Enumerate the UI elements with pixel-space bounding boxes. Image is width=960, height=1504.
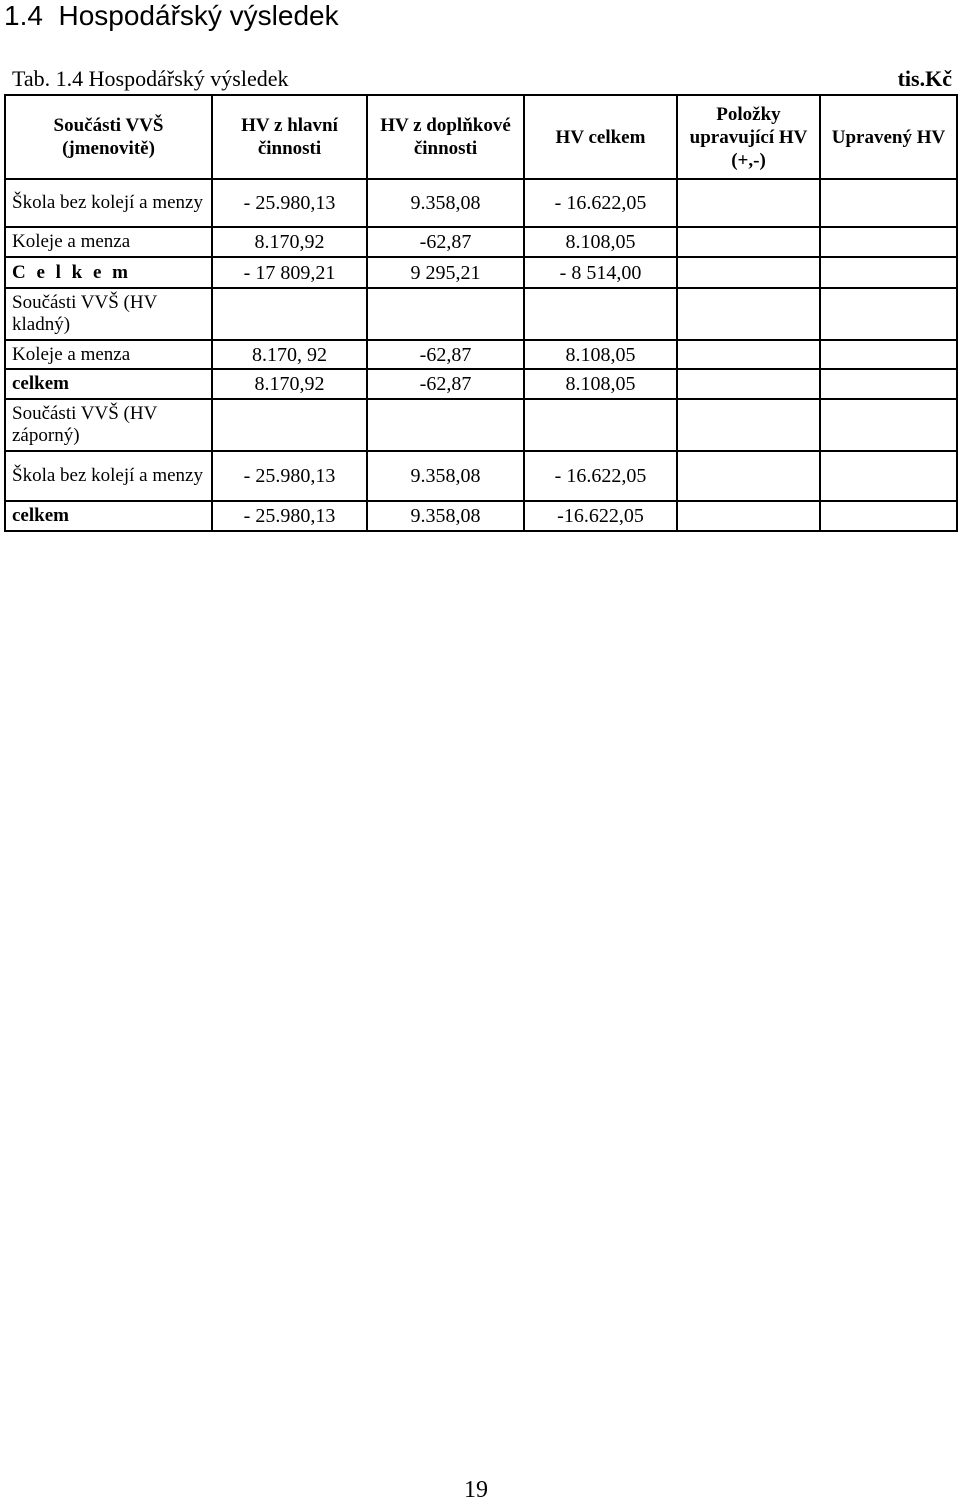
- table-header-row: [5, 95, 957, 179]
- table-section-row: [5, 399, 957, 451]
- table-caption-title: Tab. 1.4 Hospodářský výsledek: [12, 66, 289, 91]
- table-row: [5, 451, 957, 501]
- economic-result-table: [4, 94, 958, 532]
- row-label: Koleje a menza: [5, 227, 212, 257]
- cell-main: - 17 809,21: [212, 257, 367, 288]
- cell-supplementary: 9.358,08: [367, 451, 524, 501]
- row-label: Škola bez kolejí a menzy: [5, 179, 212, 227]
- header-supplementary-activity: HV z doplňkové činnosti: [367, 95, 524, 179]
- cell-total: - 8 514,00: [524, 257, 677, 288]
- cell-supplementary: -62,87: [367, 369, 524, 399]
- cell-total: 8.108,05: [524, 227, 677, 257]
- cell-main: - 25.980,13: [212, 501, 367, 531]
- cell-adjusting: [677, 179, 820, 227]
- section-label: Součásti VVŠ (HV kladný): [5, 288, 212, 340]
- cell-adjusting: [677, 257, 820, 288]
- cell-total: 8.108,05: [524, 340, 677, 369]
- cell-supplementary: 9 295,21: [367, 257, 524, 288]
- cell-adjusted: [820, 340, 957, 369]
- section-label: Součásti VVŠ (HV záporný): [5, 399, 212, 451]
- cell-adjusted: [820, 227, 957, 257]
- cell-adjusted: [820, 257, 957, 288]
- cell-adjusting: [677, 340, 820, 369]
- cell-total: - 16.622,05: [524, 451, 677, 501]
- cell-main: 8.170, 92: [212, 340, 367, 369]
- table-row-subtotal: [5, 501, 957, 531]
- cell-supplementary: -62,87: [367, 227, 524, 257]
- cell-supplementary: 9.358,08: [367, 179, 524, 227]
- cell-adjusted: [820, 501, 957, 531]
- table-unit-label: tis.Kč: [897, 66, 952, 91]
- section-heading: 1.4 Hospodářský výsledek: [4, 0, 339, 31]
- cell-main: 8.170,92: [212, 369, 367, 399]
- table-section-row: [5, 288, 957, 340]
- cell-main: - 25.980,13: [212, 179, 367, 227]
- cell-adjusting: [677, 288, 820, 340]
- cell-total: - 16.622,05: [524, 179, 677, 227]
- cell-supplementary: [367, 399, 524, 451]
- cell-supplementary: [367, 288, 524, 340]
- table-caption: [12, 66, 956, 92]
- cell-adjusting: [677, 399, 820, 451]
- cell-adjusted: [820, 369, 957, 399]
- header-adjusting-items: Položky upravující HV (+,-): [677, 95, 820, 179]
- cell-adjusted: [820, 288, 957, 340]
- cell-adjusting: [677, 369, 820, 399]
- cell-adjusted: [820, 179, 957, 227]
- cell-total: [524, 288, 677, 340]
- row-label: celkem: [5, 501, 212, 531]
- cell-main: - 25.980,13: [212, 451, 367, 501]
- cell-total: -16.622,05: [524, 501, 677, 531]
- cell-adjusting: [677, 451, 820, 501]
- cell-main: 8.170,92: [212, 227, 367, 257]
- cell-supplementary: -62,87: [367, 340, 524, 369]
- cell-adjusted: [820, 399, 957, 451]
- page-number: 19: [464, 1477, 488, 1503]
- header-components: Součásti VVŠ (jmenovitě): [5, 95, 212, 179]
- cell-total: 8.108,05: [524, 369, 677, 399]
- table-row: [5, 340, 957, 369]
- row-label: C e l k e m: [5, 257, 212, 288]
- cell-main: [212, 288, 367, 340]
- cell-main: [212, 399, 367, 451]
- header-adjusted-result: Upravený HV: [820, 95, 957, 179]
- table-row: [5, 227, 957, 257]
- cell-supplementary: 9.358,08: [367, 501, 524, 531]
- cell-adjusted: [820, 451, 957, 501]
- cell-adjusting: [677, 501, 820, 531]
- row-label: celkem: [5, 369, 212, 399]
- table-row-total: [5, 257, 957, 288]
- row-label: Koleje a menza: [5, 340, 212, 369]
- header-main-activity: HV z hlavní činnosti: [212, 95, 367, 179]
- cell-adjusting: [677, 227, 820, 257]
- header-total: HV celkem: [524, 95, 677, 179]
- row-label: Škola bez kolejí a menzy: [5, 451, 212, 501]
- table-row-subtotal: [5, 369, 957, 399]
- cell-total: [524, 399, 677, 451]
- table-row: [5, 179, 957, 227]
